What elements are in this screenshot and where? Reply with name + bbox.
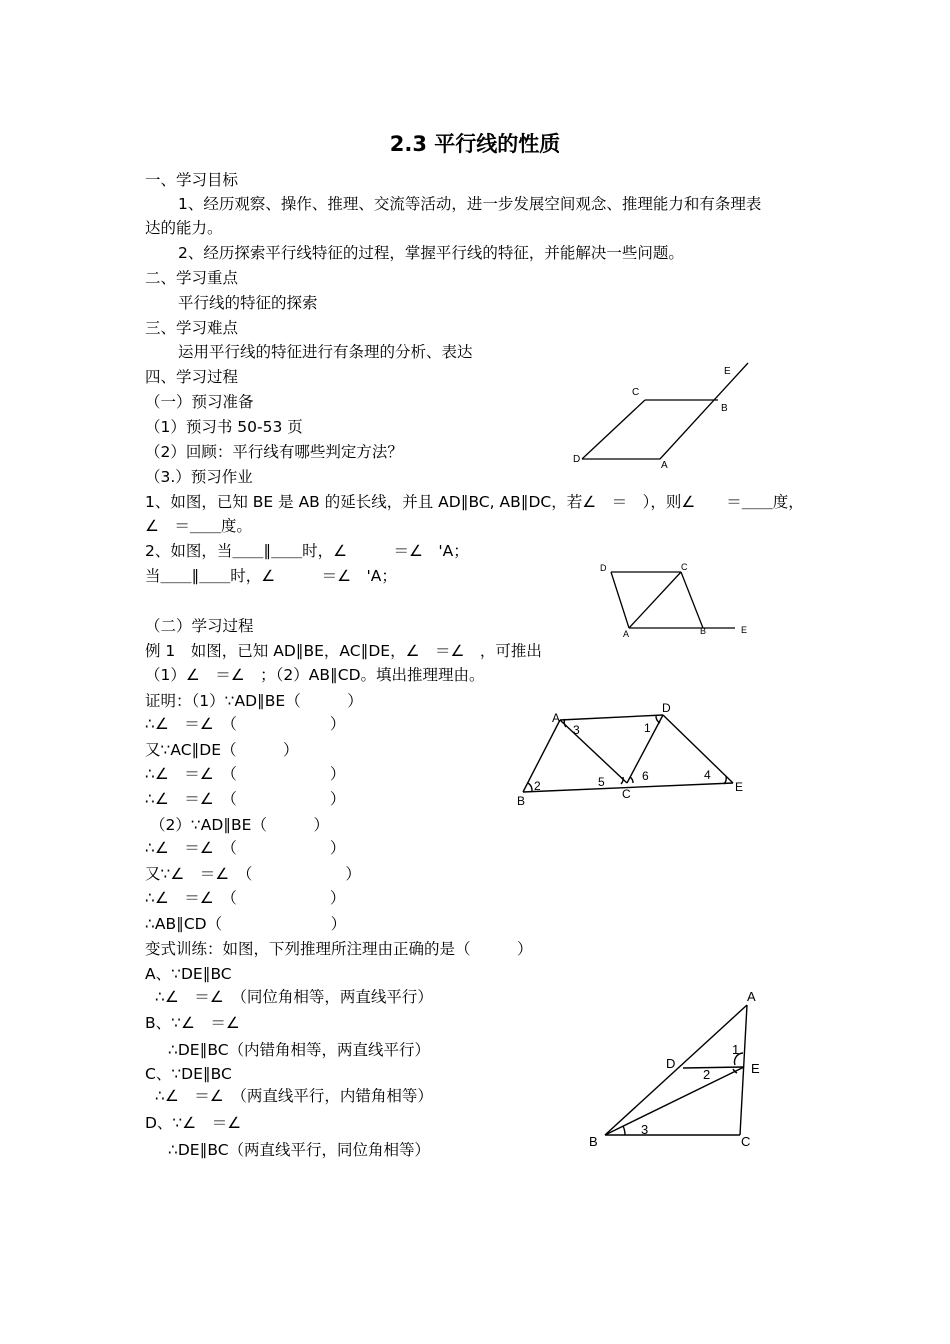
example-1-question: （1）∠ ＝∠ ；（2）AB∥CD。填出推理理由。: [145, 666, 485, 684]
figure-1-parallelogram: [560, 355, 760, 475]
segment-ac: [629, 572, 681, 628]
focus-content: 平行线的特征的探索: [178, 294, 318, 312]
figure-2-parallelogram-diagonal: [595, 560, 765, 645]
angle-mark-3: [623, 1126, 625, 1135]
segment-da: [611, 572, 629, 628]
label-1: 1: [644, 721, 651, 735]
page-title: 2.3 平行线的性质: [389, 132, 561, 156]
angle-mark-6: [630, 777, 633, 783]
label-e: E: [751, 1061, 760, 1076]
section-heading-focus: 二、学习重点: [145, 269, 239, 287]
label-4: 4: [704, 768, 711, 782]
homework-1-line-2: ∠ ＝＿＿度。: [145, 517, 252, 535]
segment-ac: [560, 720, 627, 783]
figure-3-example: [510, 695, 760, 815]
example-1: 例 1 如图，已知 AD∥BE，AC∥DE，∠ ＝∠ ，可推出: [145, 642, 542, 660]
label-2: 2: [703, 1067, 711, 1082]
segment-be: [605, 1067, 744, 1135]
label-a: A: [552, 711, 561, 725]
label-e: E: [735, 780, 744, 794]
segment-ac: [740, 1005, 747, 1135]
proof-line: ∴∠ ＝∠ （ ）: [145, 839, 346, 857]
label-1: 1: [732, 1042, 740, 1057]
proof-line: ∴∠ ＝∠ （ ）: [145, 889, 346, 907]
proof-line: 又∵AC∥DE（ ）: [145, 741, 299, 759]
segment-de: [683, 1067, 744, 1068]
variant-option-c-reason: ∴∠ ＝∠ （两直线平行，内错角相等）: [155, 1087, 433, 1105]
homework-2-line-1: 2、如图，当＿＿∥＿＿时，∠ ＝∠ 'A；: [145, 542, 469, 560]
difficulty-content: 运用平行线的特征进行有条理的分析、表达: [178, 343, 473, 361]
proof-line: ∴∠ ＝∠ （ ）: [145, 715, 346, 733]
label-b: B: [721, 403, 728, 414]
segment-de: [663, 715, 733, 783]
variant-option-b: B、∵∠ ＝∠: [145, 1014, 240, 1032]
label-3: 3: [641, 1122, 649, 1137]
segment-ad: [560, 715, 663, 720]
angle-mark-1: [656, 716, 660, 723]
proof-line: （2）∵AD∥BE（ ）: [150, 816, 329, 834]
label-c: C: [622, 787, 631, 801]
prep-item-1: （1）预习书 50-53 页: [145, 418, 303, 436]
label-e: E: [741, 625, 748, 635]
prep-item-3: （3.）预习作业: [145, 468, 253, 486]
segment-ab: [605, 1005, 747, 1135]
section-heading-goals: 一、学习目标: [145, 171, 239, 189]
section-heading-difficulty: 三、学习难点: [145, 319, 239, 337]
segment-ae: [660, 363, 748, 459]
label-c: C: [741, 1134, 751, 1149]
variant-option-a-reason: ∴∠ ＝∠ （同位角相等，两直线平行）: [155, 988, 433, 1006]
label-3: 3: [573, 723, 580, 737]
homework-2-line-2: 当＿＿∥＿＿时，∠ ＝∠ 'A；: [145, 567, 397, 585]
label-a: A: [747, 989, 756, 1004]
variant-option-a: A、∵DE∥BC: [145, 965, 232, 983]
label-5: 5: [598, 775, 605, 789]
variant-option-d: D、∵∠ ＝∠: [145, 1114, 242, 1132]
variant-heading: 变式训练：如图，下列推理所注理由正确的是（ ）: [145, 940, 533, 958]
label-e: E: [724, 366, 731, 377]
proof-line: 又∵∠ ＝∠ （ ）: [145, 865, 361, 883]
figure-4-triangle: [585, 985, 775, 1150]
segment-ab: [523, 720, 560, 792]
goal-2: 2、经历探索平行线特征的过程，掌握平行线的特征，并能解决一些问题。: [178, 244, 684, 262]
label-d: D: [666, 1056, 676, 1071]
label-b: B: [517, 794, 526, 808]
process-heading: （二）学习过程: [145, 617, 254, 635]
label-a: A: [623, 629, 630, 639]
label-2: 2: [534, 779, 541, 793]
label-d: D: [600, 563, 607, 573]
label-c: C: [632, 387, 640, 398]
label-6: 6: [642, 769, 649, 783]
proof-line: ∴AB∥CD（ ）: [145, 915, 347, 933]
angle-mark-2: [528, 783, 532, 791]
label-a: A: [661, 460, 668, 471]
prep-heading: （一）预习准备: [145, 393, 254, 411]
label-d: D: [573, 454, 581, 465]
homework-1-line-1: 1、如图，已知 BE 是 AB 的延长线，并且 AD∥BC, AB∥DC，若∠ ＝ ），则∠ ＝＿＿度，: [145, 493, 804, 511]
proof-line: ∴∠ ＝∠ （ ）: [145, 790, 346, 808]
prep-item-2: （2）回顾：平行线有哪些判定方法？: [145, 443, 403, 461]
segment-cb: [681, 572, 703, 628]
variant-option-c: C、∵DE∥BC: [145, 1065, 232, 1083]
label-b: B: [589, 1134, 598, 1149]
segment-cd: [582, 400, 645, 459]
section-heading-process: 四、学习过程: [145, 368, 239, 386]
variant-option-b-reason: ∴DE∥BC（内错角相等，两直线平行）: [168, 1041, 431, 1059]
label-c: C: [681, 562, 688, 572]
variant-option-d-reason: ∴DE∥BC（两直线平行，同位角相等）: [168, 1141, 431, 1159]
label-d: D: [662, 701, 671, 715]
proof-line: 证明：（1）∵AD∥BE（ ）: [145, 692, 363, 710]
goal-1-line-1: 1、经历观察、操作、推理、交流等活动，进一步发展空间观念、推理能力和有条理表: [178, 195, 762, 213]
label-b: B: [700, 626, 707, 636]
proof-line: ∴∠ ＝∠ （ ）: [145, 765, 346, 783]
goal-1-line-2: 达的能力。: [145, 219, 223, 237]
